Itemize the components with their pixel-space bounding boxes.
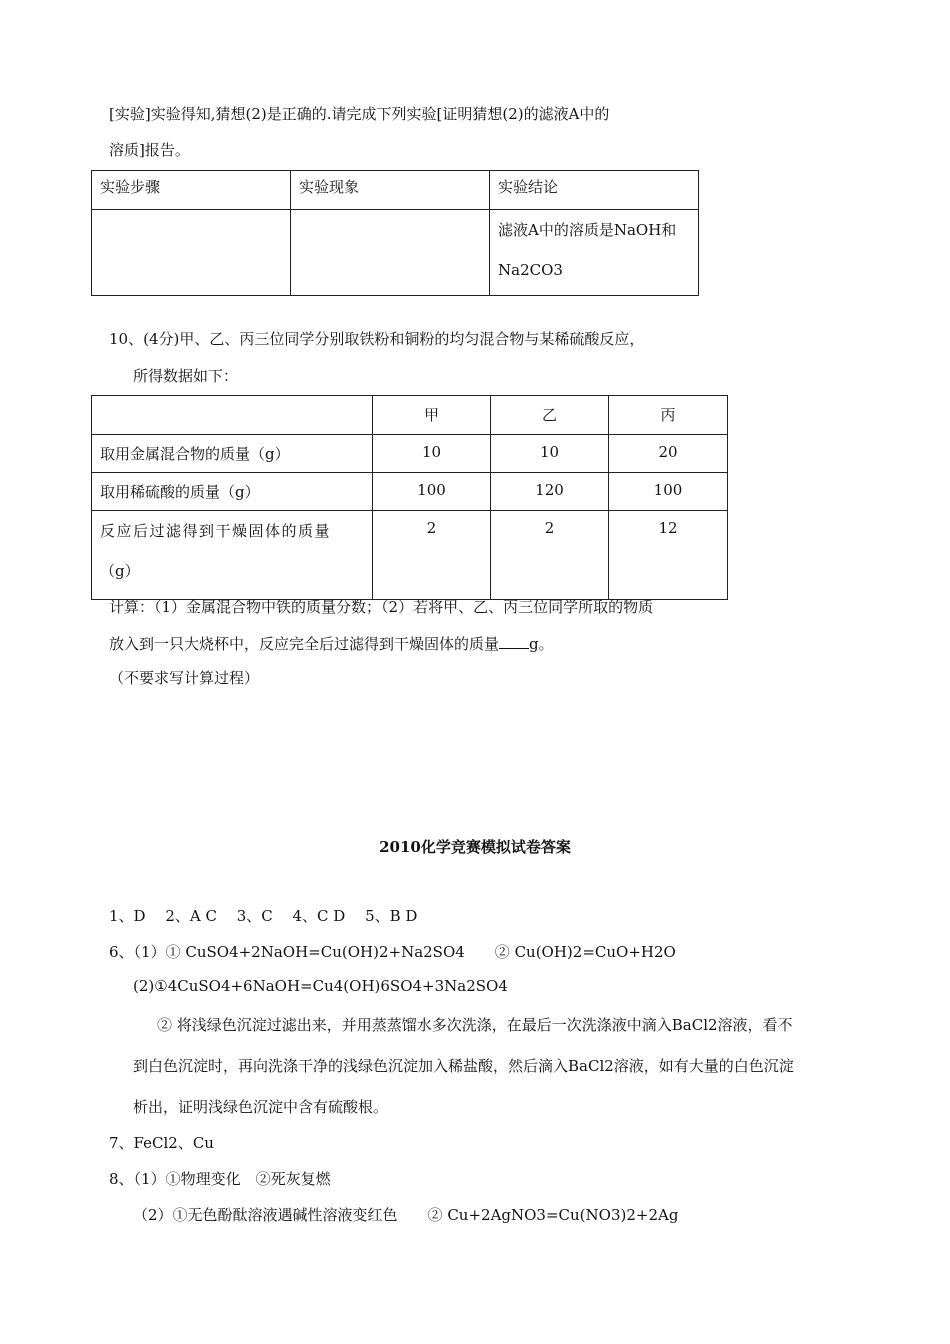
cell-phenomenon bbox=[291, 210, 490, 296]
answer-8-2: （2）①无色酚酞溶液遇碱性溶液变红色 ② Cu+2AgNO3=Cu(NO3)2+2Ag bbox=[133, 1206, 679, 1224]
calc-line2-text: 放入到一只大烧杯中，反应完全后过滤得到干燥固体的质量 bbox=[109, 635, 500, 653]
cell-value: 10 bbox=[491, 435, 609, 473]
table-row bbox=[92, 210, 699, 296]
experiment-report-table bbox=[91, 170, 699, 296]
col-blank bbox=[92, 396, 373, 435]
cell-value: 2 bbox=[373, 511, 491, 600]
experiment-intro-line1: [实验]实验得知,猜想(2)是正确的.请完成下列实验[证明猜想(2)的滤液A中的 bbox=[109, 105, 610, 123]
cell-value: 120 bbox=[491, 473, 609, 511]
header-step: 实验步骤 bbox=[92, 171, 291, 210]
cell-value: 10 bbox=[373, 435, 491, 473]
row-label: 取用金属混合物的质量（g） bbox=[92, 435, 373, 473]
table-row bbox=[92, 473, 728, 511]
q10-data-table bbox=[91, 395, 728, 600]
answer-8-1: 8、（1）①物理变化 ②死灰复燃 bbox=[109, 1170, 331, 1188]
cell-value: 20 bbox=[609, 435, 728, 473]
calc-line1: 计算：（1）金属混合物中铁的质量分数；（2）若将甲、乙、丙三位同学所取的物质 bbox=[109, 598, 654, 616]
answers-1-5: 1、D 2、A C 3、C 4、C D 5、B D bbox=[109, 907, 418, 925]
calc-note: （不要求写计算过程） bbox=[109, 669, 260, 687]
cell-value: 100 bbox=[609, 473, 728, 511]
table-row bbox=[92, 396, 728, 435]
row-label-line1: 反应后过滤得到干燥固体的质量 bbox=[100, 522, 332, 540]
cell-value: 12 bbox=[609, 511, 728, 600]
cell-value: 2 bbox=[491, 511, 609, 600]
answer-6-4: 到白色沉淀时，再向洗涤干净的浅绿色沉淀加入稀盐酸，然后滴入BaCl2溶液，如有大量的白色沉淀 bbox=[133, 1057, 794, 1075]
calc-line2 bbox=[109, 633, 554, 654]
header-phenomenon: 实验现象 bbox=[291, 171, 490, 210]
answer-7: 7、FeCl2、Cu bbox=[109, 1134, 214, 1152]
answer-blank bbox=[499, 634, 529, 649]
experiment-intro-line2: 溶质]报告。 bbox=[109, 141, 190, 159]
cell-conclusion bbox=[490, 210, 699, 296]
row-label-line2: （g） bbox=[100, 562, 140, 580]
col-jia: 甲 bbox=[373, 396, 491, 435]
header-conclusion: 实验结论 bbox=[490, 171, 699, 210]
answers-title: 2010化学竞赛模拟试卷答案 bbox=[379, 838, 571, 856]
answer-6-3: ② 将浅绿色沉淀过滤出来，并用蒸蒸馏水多次洗涤，在最后一次洗涤液中滴入BaCl2溶液，看不 bbox=[157, 1016, 793, 1034]
answer-6-2: (2)①4CuSO4+6NaOH=Cu4(OH)6SO4+3Na2SO4 bbox=[133, 977, 508, 995]
q10-line1: 10、(4分)甲、乙、丙三位同学分别取铁粉和铜粉的均匀混合物与某稀硫酸反应， bbox=[109, 330, 645, 348]
table-row bbox=[92, 171, 699, 210]
table-row bbox=[92, 511, 728, 600]
col-bing: 丙 bbox=[609, 396, 728, 435]
col-yi: 乙 bbox=[491, 396, 609, 435]
conclusion-line1: 滤液A中的溶质是NaOH和 bbox=[498, 221, 677, 239]
table-row bbox=[92, 435, 728, 473]
conclusion-line2: Na2CO3 bbox=[498, 261, 563, 279]
q10-line2: 所得数据如下： bbox=[133, 367, 239, 385]
calc-line2-unit: g。 bbox=[529, 635, 554, 653]
cell-value: 100 bbox=[373, 473, 491, 511]
cell-step bbox=[92, 210, 291, 296]
row-label: 取用稀硫酸的质量（g） bbox=[92, 473, 373, 511]
row-label bbox=[92, 511, 373, 600]
answer-6-1: 6、（1）① CuSO4+2NaOH=Cu(OH)2+Na2SO4 ② Cu(OH)2=CuO+H2O bbox=[109, 943, 676, 961]
answer-6-5: 析出，证明浅绿色沉淀中含有硫酸根。 bbox=[133, 1098, 389, 1116]
